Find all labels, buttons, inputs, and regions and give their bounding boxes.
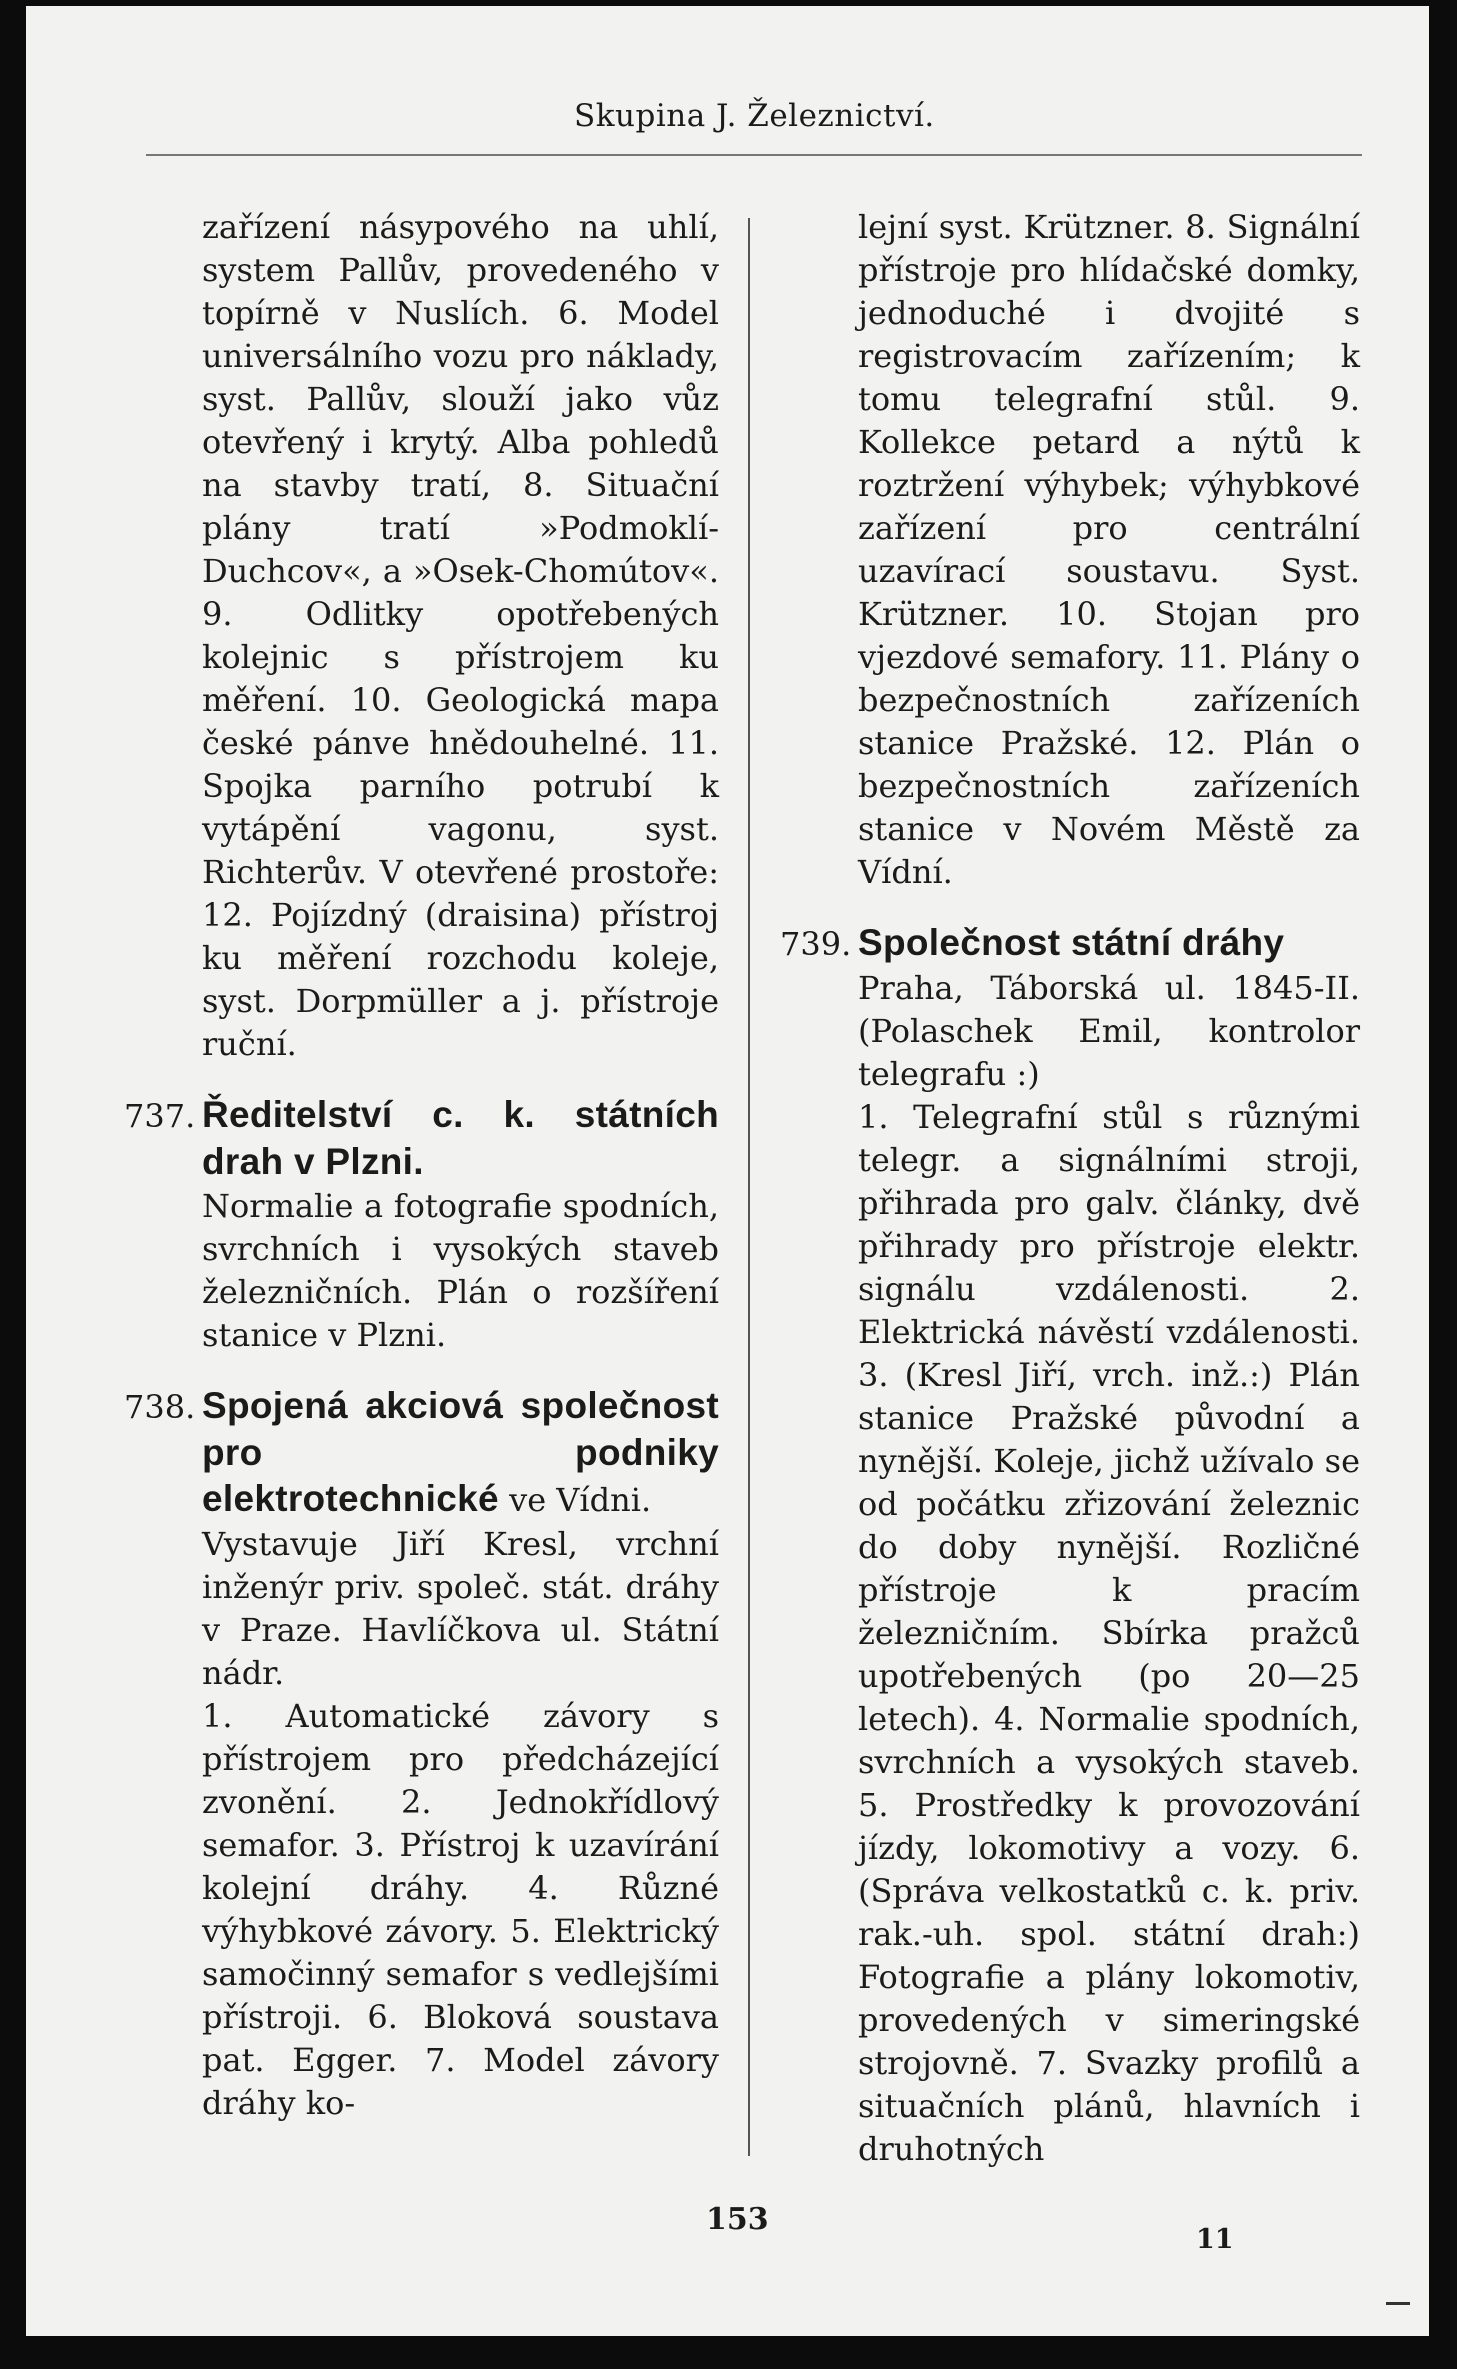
- entry-title-trail: ve Vídni.: [509, 1481, 652, 1519]
- column-divider: [748, 218, 750, 2156]
- edge-mark: [1386, 2302, 1410, 2305]
- left-column: [124, 206, 719, 2125]
- page-number: 153: [706, 2202, 769, 2237]
- entry-items: 1. Automatické závory s přístrojem pro předcházející zvonění. 2. Jednokřídlový semafor. 3. Přístroj k uzavírání kolejní dráhy. 4. Různé výhybkové závory. 5. Elektrický samočinný semafor s vedlejšími přístroji. 6. Bloková soustava pat. Egger. 7. Model závory dráhy ko-: [202, 1697, 719, 2122]
- entry-heading: [124, 1383, 719, 1523]
- entry-heading: [780, 920, 1360, 967]
- entry-title: Ředitelství c. k. státních drah v Plzni.: [202, 1094, 719, 1182]
- entry-738: [124, 1383, 719, 2125]
- continuation-text-right: lejní syst. Krützner. 8. Signální přístroje pro hlídačské domky, jednoduché i dvojité s registrovacím zařízením; k tomu telegrafní stůl. 9. Kollekce petard a nýtů k roztržení výhybek; výhybkové zařízení pro centrální uzavírací soustavu. Syst. Krützner. 10. Stojan pro vjezdové semafory. 11. Plány o bezpečnostních zařízeních stanice Pražské. 12. Plán o bezpečnostních zařízeních stanice v Novém Městě za Vídní.: [858, 208, 1360, 891]
- entry-heading: [124, 1092, 719, 1185]
- header-rule: [146, 154, 1362, 156]
- entry-737: [124, 1092, 719, 1357]
- entry-items: 1. Telegrafní stůl s různými telegr. a signálními stroji, přihrada pro galv. články, dvě přihrady pro přístroje elektr. signálu vzdálenosti. 2. Elektrická návěstí vzdálenosti. 3. (Kresl Jiří, vrch. inž.:) Plán stanice Pražské původní a nynější. Koleje, jichž užívalo se od počátku zřizování železnic do doby nynější. Rozličné přístroje k pracím železničním. Sbírka pražců upotřebených (po 20—25 letech). 4. Normalie spodních, svrchních a vysokých staveb. 5. Prostředky k provozování jízdy, lokomotivy a vozy. 6. (Správa velkostatků c. k. priv. rak.-uh. spol. státní drah:) Fotografie a plány lokomotiv, provedených v simeringské strojovně. 7. Svazky profilů a situačních plánů, hlavních i druhotných: [858, 1098, 1360, 2168]
- signature-mark: 11: [1196, 2224, 1234, 2255]
- entry-intro: Vystavuje Jiří Kresl, vrchní inženýr priv. společ. stát. dráhy v Praze. Havlíčkova ul. Státní nádr.: [202, 1525, 719, 1692]
- running-head: Skupina J. Železnictví.: [574, 98, 935, 134]
- book-page: [26, 6, 1429, 2336]
- right-column: [780, 206, 1360, 2171]
- entry-739: [780, 920, 1360, 2171]
- entry-text: Normalie a fotografie spodních, svrchních i vysokých staveb železničních. Plán o rozšíření stanice v Plzni.: [202, 1187, 719, 1354]
- entry-number: 738.: [124, 1388, 196, 1426]
- entry-title: Společnost státní dráhy: [858, 922, 1285, 963]
- entry-intro: Praha, Táborská ul. 1845-II. (Polaschek Emil, kontrolor telegrafu :): [858, 969, 1360, 1093]
- entry-number: 739.: [780, 925, 852, 963]
- continuation-text-left: zařízení násypového na uhlí, system Pallův, provedeného v topírně v Nuslích. 6. Model universálního vozu pro náklady, syst. Pallův, slouží jako vůz otevřený i krytý. Alba pohledů na stavby tratí, 8. Situační plány tratí »Podmoklí-Duchcov«, a »Osek-Chomútov«. 9. Odlitky opotřebených kolejnic s přístrojem ku měření. 10. Geologická mapa české pánve hnědouhelné. 11. Spojka parního potrubí k vytápění vagonu, syst. Richterův. V otevřené prostoře: 12. Pojízdný (draisina) přístroj ku měření rozchodu koleje, syst. Dorpmüller a j. přístroje ruční.: [202, 208, 719, 1063]
- entry-title: Spojená akciová společnost pro podniky elektrotechnické: [202, 1385, 719, 1519]
- entry-number: 737.: [124, 1097, 196, 1135]
